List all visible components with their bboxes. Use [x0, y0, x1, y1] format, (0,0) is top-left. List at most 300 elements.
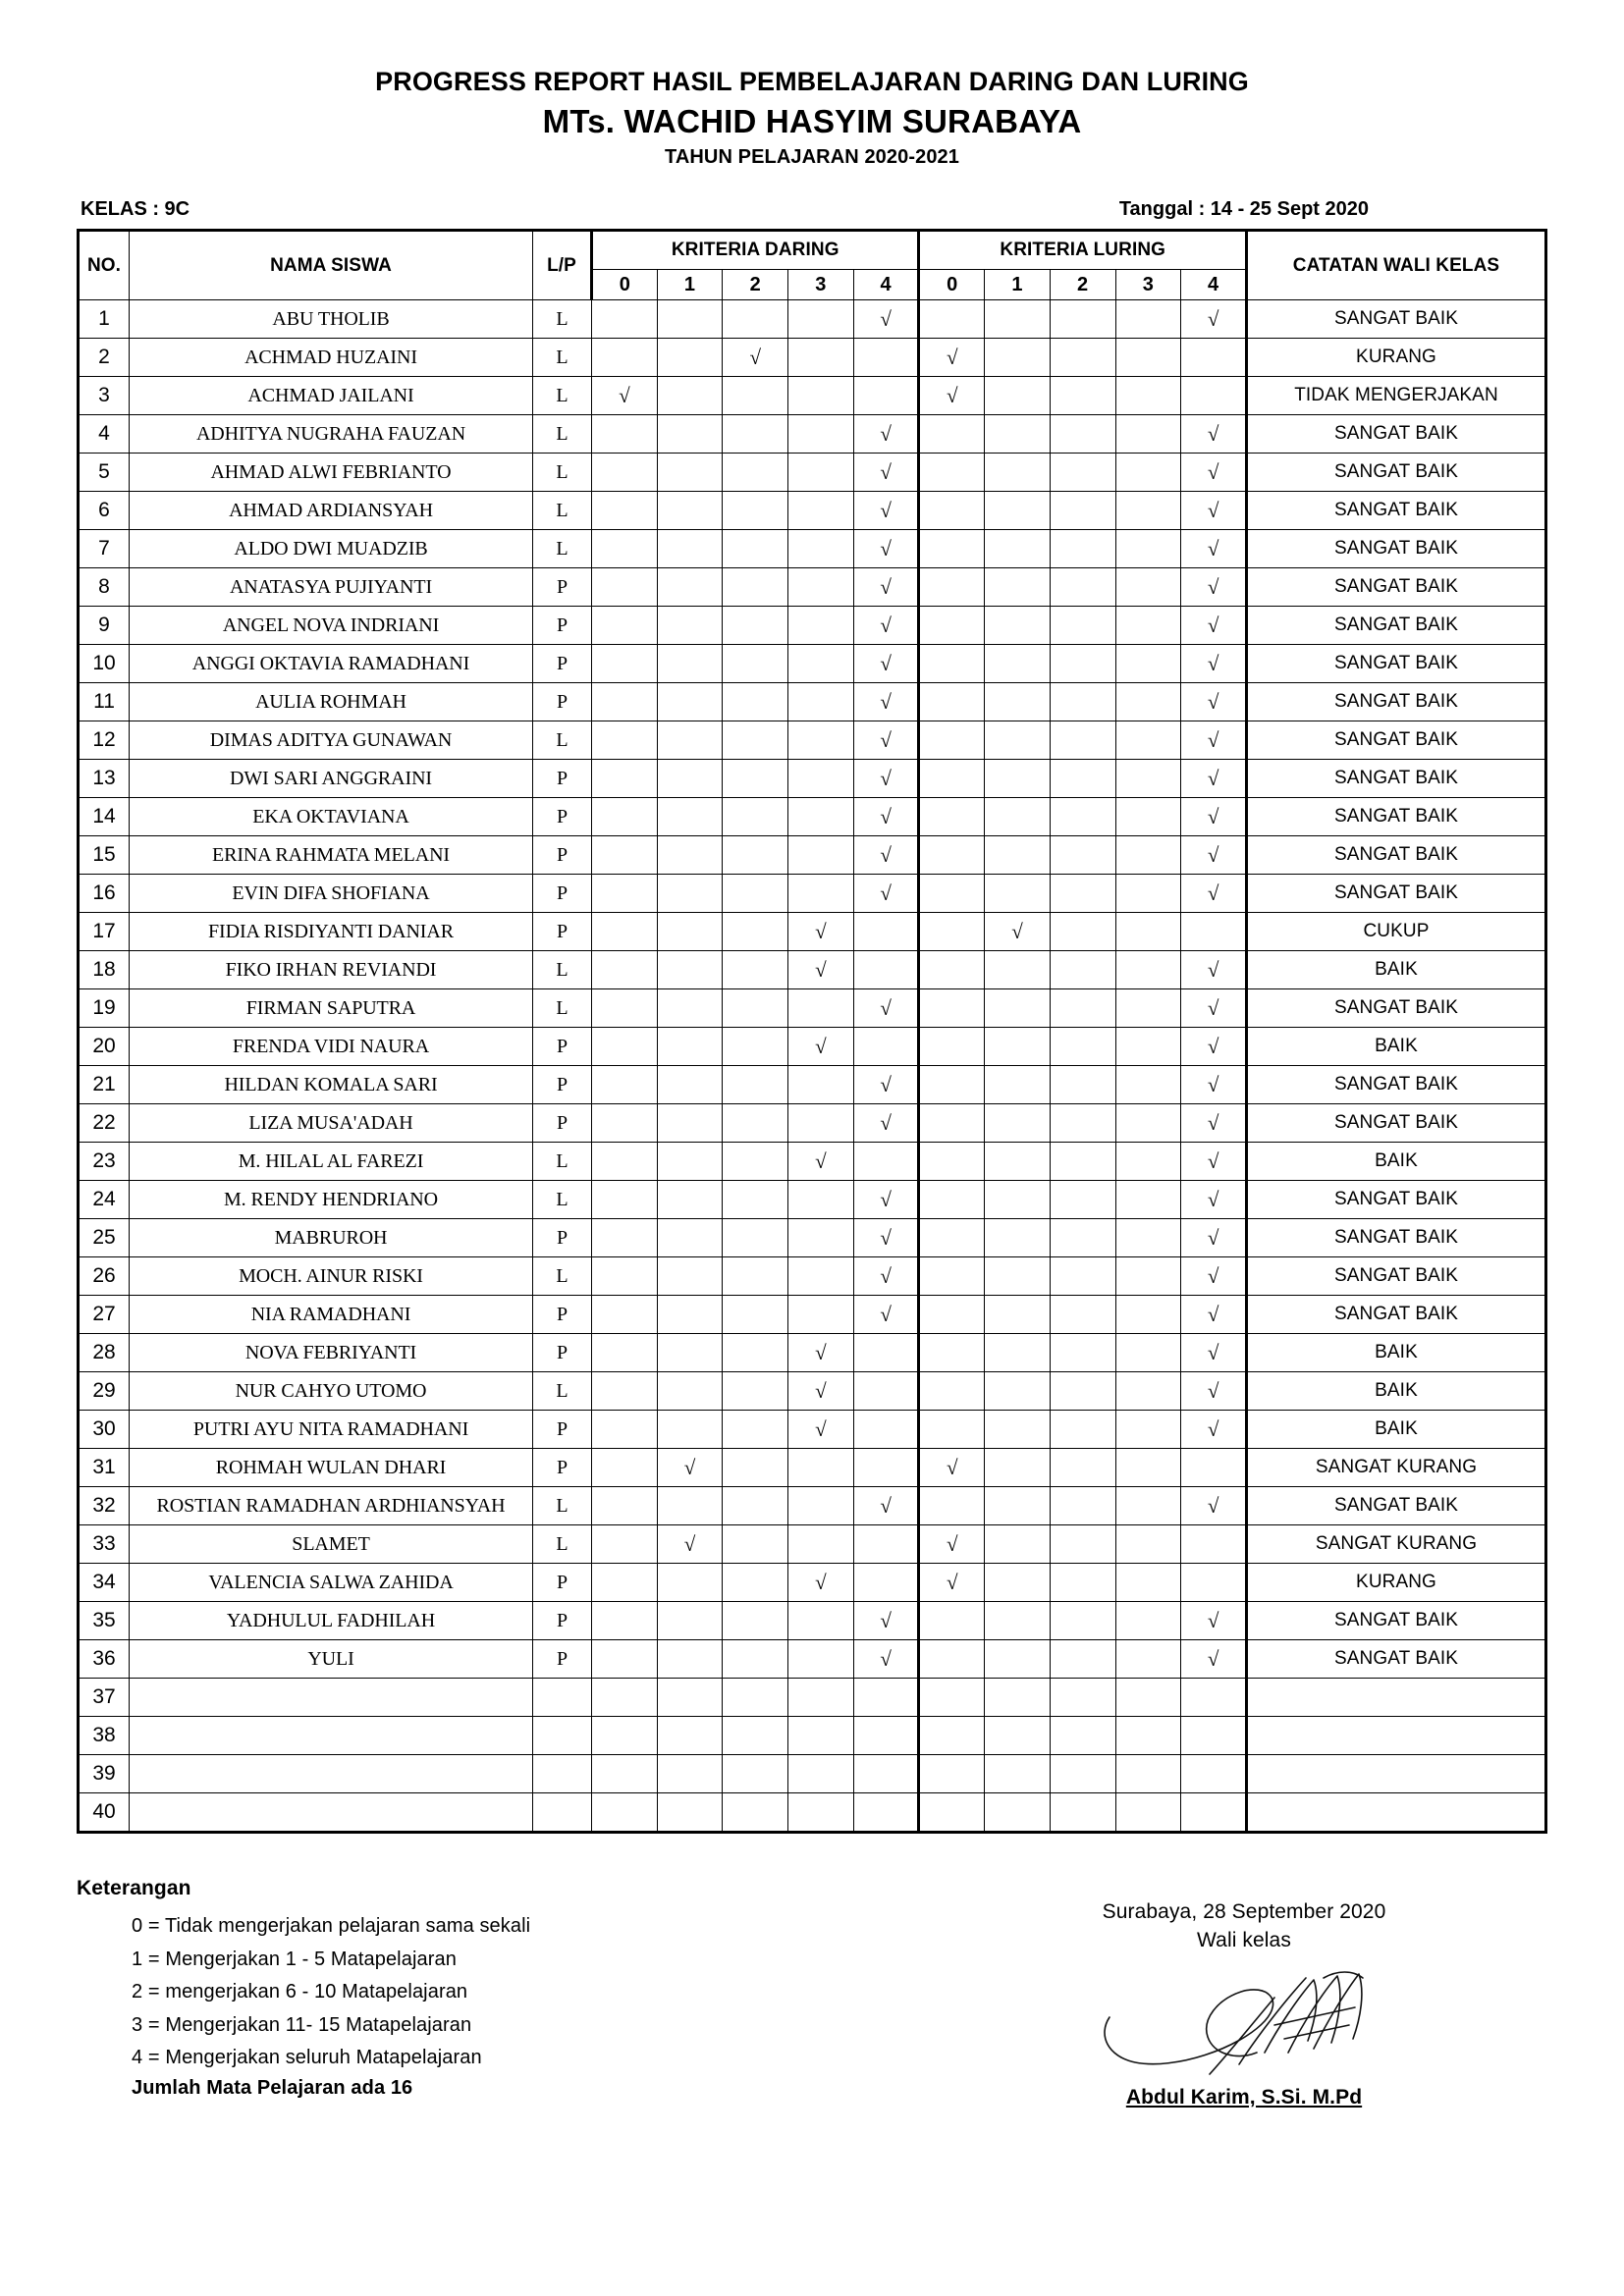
cell-no: 38	[79, 1717, 130, 1755]
cell-luring-3	[1115, 1143, 1181, 1181]
table-row	[79, 1564, 1546, 1602]
cell-luring-2	[1050, 760, 1115, 798]
col-header-kriteria-luring: KRITERIA LURING	[919, 231, 1247, 270]
cell-luring-2	[1050, 1334, 1115, 1372]
cell-no: 9	[79, 607, 130, 645]
cell-daring-0	[592, 1181, 658, 1219]
cell-lp: L	[533, 415, 592, 454]
cell-daring-4	[853, 1372, 919, 1411]
cell-daring-3	[788, 1104, 854, 1143]
cell-nama-siswa: HILDAN KOMALA SARI	[130, 1066, 533, 1104]
cell-daring-3: √	[788, 951, 854, 989]
cell-luring-1	[985, 683, 1051, 721]
cell-luring-4	[1181, 1525, 1247, 1564]
cell-luring-3	[1115, 377, 1181, 415]
class-label: KELAS : 9C	[81, 198, 190, 220]
cell-nama-siswa: DWI SARI ANGGRAINI	[130, 760, 533, 798]
cell-luring-4: √	[1181, 1257, 1247, 1296]
cell-luring-0	[919, 300, 985, 339]
cell-catatan-wali-kelas	[1247, 1679, 1546, 1717]
cell-daring-2: √	[723, 339, 788, 377]
cell-nama-siswa: VALENCIA SALWA ZAHIDA	[130, 1564, 533, 1602]
cell-catatan-wali-kelas: KURANG	[1247, 339, 1546, 377]
cell-daring-3	[788, 1487, 854, 1525]
cell-luring-2	[1050, 1755, 1115, 1793]
cell-luring-1	[985, 300, 1051, 339]
table-row	[79, 1717, 1546, 1755]
cell-no: 34	[79, 1564, 130, 1602]
cell-no: 30	[79, 1411, 130, 1449]
cell-daring-4: √	[853, 454, 919, 492]
cell-no: 40	[79, 1793, 130, 1833]
cell-luring-0	[919, 530, 985, 568]
cell-luring-4: √	[1181, 1602, 1247, 1640]
cell-lp: P	[533, 1296, 592, 1334]
cell-catatan-wali-kelas	[1247, 1755, 1546, 1793]
cell-luring-0	[919, 568, 985, 607]
cell-nama-siswa: FRENDA VIDI NAURA	[130, 1028, 533, 1066]
cell-daring-4	[853, 1564, 919, 1602]
cell-catatan-wali-kelas: SANGAT BAIK	[1247, 683, 1546, 721]
cell-luring-2	[1050, 1602, 1115, 1640]
cell-luring-0: √	[919, 1525, 985, 1564]
cell-luring-1	[985, 1487, 1051, 1525]
cell-daring-3	[788, 989, 854, 1028]
cell-luring-0	[919, 1104, 985, 1143]
cell-daring-0	[592, 1755, 658, 1793]
cell-luring-4	[1181, 1449, 1247, 1487]
cell-luring-1	[985, 951, 1051, 989]
cell-lp: P	[533, 1066, 592, 1104]
cell-luring-1	[985, 836, 1051, 875]
cell-nama-siswa	[130, 1755, 533, 1793]
cell-luring-1	[985, 607, 1051, 645]
col-header-daring-2: 2	[723, 270, 788, 300]
cell-daring-4: √	[853, 1296, 919, 1334]
cell-daring-0	[592, 1564, 658, 1602]
cell-daring-2	[723, 1525, 788, 1564]
cell-luring-4	[1181, 377, 1247, 415]
cell-daring-1	[657, 798, 723, 836]
cell-luring-4: √	[1181, 1143, 1247, 1181]
cell-daring-4	[853, 1449, 919, 1487]
cell-luring-3	[1115, 1296, 1181, 1334]
cell-nama-siswa: DIMAS ADITYA GUNAWAN	[130, 721, 533, 760]
cell-daring-1	[657, 683, 723, 721]
cell-daring-2	[723, 1066, 788, 1104]
table-row	[79, 1602, 1546, 1640]
cell-daring-2	[723, 1755, 788, 1793]
cell-luring-3	[1115, 798, 1181, 836]
cell-no: 15	[79, 836, 130, 875]
cell-daring-2	[723, 1181, 788, 1219]
cell-daring-4: √	[853, 415, 919, 454]
cell-luring-3	[1115, 530, 1181, 568]
cell-no: 25	[79, 1219, 130, 1257]
cell-nama-siswa: YULI	[130, 1640, 533, 1679]
cell-lp: L	[533, 1181, 592, 1219]
cell-no: 13	[79, 760, 130, 798]
cell-luring-2	[1050, 645, 1115, 683]
cell-lp: P	[533, 836, 592, 875]
cell-daring-2	[723, 1257, 788, 1296]
cell-daring-2	[723, 1411, 788, 1449]
table-body	[79, 300, 1546, 1833]
table-row	[79, 875, 1546, 913]
cell-daring-2	[723, 300, 788, 339]
cell-luring-1	[985, 1143, 1051, 1181]
cell-luring-2	[1050, 1143, 1115, 1181]
col-header-lp: L/P	[533, 231, 592, 300]
cell-nama-siswa: NIA RAMADHANI	[130, 1296, 533, 1334]
cell-luring-1	[985, 1679, 1051, 1717]
cell-luring-0: √	[919, 339, 985, 377]
cell-luring-1	[985, 530, 1051, 568]
cell-daring-2	[723, 1028, 788, 1066]
cell-daring-4	[853, 1717, 919, 1755]
cell-luring-0	[919, 1028, 985, 1066]
cell-daring-1	[657, 721, 723, 760]
cell-nama-siswa: M. HILAL AL FAREZI	[130, 1143, 533, 1181]
cell-catatan-wali-kelas: BAIK	[1247, 1334, 1546, 1372]
cell-daring-2	[723, 951, 788, 989]
cell-no: 37	[79, 1679, 130, 1717]
table-row	[79, 1372, 1546, 1411]
cell-daring-0	[592, 300, 658, 339]
table-row	[79, 339, 1546, 377]
cell-daring-0: √	[592, 377, 658, 415]
cell-luring-2	[1050, 1372, 1115, 1411]
date-range-label: Tanggal : 14 - 25 Sept 2020	[1118, 198, 1369, 220]
cell-luring-0	[919, 1257, 985, 1296]
cell-catatan-wali-kelas: SANGAT BAIK	[1247, 568, 1546, 607]
col-header-daring-1: 1	[657, 270, 723, 300]
cell-luring-4: √	[1181, 798, 1247, 836]
cell-daring-3	[788, 798, 854, 836]
cell-luring-3	[1115, 1717, 1181, 1755]
cell-daring-2	[723, 1564, 788, 1602]
cell-daring-3	[788, 1181, 854, 1219]
cell-luring-2	[1050, 454, 1115, 492]
cell-daring-0	[592, 1143, 658, 1181]
cell-daring-4: √	[853, 721, 919, 760]
cell-luring-0	[919, 875, 985, 913]
cell-luring-4: √	[1181, 875, 1247, 913]
cell-catatan-wali-kelas: SANGAT BAIK	[1247, 1066, 1546, 1104]
legend-list	[77, 1910, 960, 2075]
table-row	[79, 1334, 1546, 1372]
cell-daring-3: √	[788, 1411, 854, 1449]
cell-luring-3	[1115, 1525, 1181, 1564]
cell-luring-4: √	[1181, 300, 1247, 339]
handwritten-signature-icon	[1092, 1958, 1396, 2084]
cell-luring-3	[1115, 1679, 1181, 1717]
cell-luring-1	[985, 760, 1051, 798]
cell-luring-4: √	[1181, 1296, 1247, 1334]
table-row	[79, 568, 1546, 607]
cell-daring-2	[723, 875, 788, 913]
col-header-luring-3: 3	[1115, 270, 1181, 300]
cell-luring-3	[1115, 415, 1181, 454]
cell-luring-1	[985, 454, 1051, 492]
cell-daring-1	[657, 1755, 723, 1793]
cell-luring-1	[985, 1640, 1051, 1679]
cell-no: 32	[79, 1487, 130, 1525]
cell-no: 36	[79, 1640, 130, 1679]
cell-daring-3	[788, 1793, 854, 1833]
cell-catatan-wali-kelas: SANGAT BAIK	[1247, 1104, 1546, 1143]
cell-luring-1	[985, 1257, 1051, 1296]
cell-no: 7	[79, 530, 130, 568]
cell-daring-1	[657, 1219, 723, 1257]
cell-no: 21	[79, 1066, 130, 1104]
cell-nama-siswa: ERINA RAHMATA MELANI	[130, 836, 533, 875]
report-footer	[77, 1877, 1547, 2109]
cell-luring-1	[985, 568, 1051, 607]
cell-luring-4: √	[1181, 760, 1247, 798]
cell-luring-1	[985, 1104, 1051, 1143]
cell-no: 29	[79, 1372, 130, 1411]
cell-daring-0	[592, 683, 658, 721]
cell-luring-0	[919, 836, 985, 875]
cell-luring-3	[1115, 1449, 1181, 1487]
cell-luring-1	[985, 645, 1051, 683]
cell-daring-4: √	[853, 1104, 919, 1143]
cell-luring-3	[1115, 300, 1181, 339]
cell-luring-0	[919, 913, 985, 951]
cell-daring-3	[788, 1525, 854, 1564]
cell-catatan-wali-kelas: SANGAT BAIK	[1247, 1640, 1546, 1679]
cell-luring-2	[1050, 415, 1115, 454]
cell-lp: P	[533, 1564, 592, 1602]
cell-daring-2	[723, 913, 788, 951]
cell-no: 33	[79, 1525, 130, 1564]
col-header-catatan: CATATAN WALI KELAS	[1247, 231, 1546, 300]
cell-daring-1	[657, 1793, 723, 1833]
cell-nama-siswa: ANGEL NOVA INDRIANI	[130, 607, 533, 645]
cell-daring-1	[657, 607, 723, 645]
cell-catatan-wali-kelas	[1247, 1717, 1546, 1755]
cell-lp: L	[533, 1143, 592, 1181]
cell-no: 19	[79, 989, 130, 1028]
cell-luring-3	[1115, 1104, 1181, 1143]
cell-luring-0	[919, 1143, 985, 1181]
cell-no: 14	[79, 798, 130, 836]
cell-nama-siswa: ROSTIAN RAMADHAN ARDHIANSYAH	[130, 1487, 533, 1525]
cell-nama-siswa: ACHMAD HUZAINI	[130, 339, 533, 377]
cell-luring-1	[985, 1525, 1051, 1564]
cell-luring-4: √	[1181, 1181, 1247, 1219]
cell-luring-3	[1115, 1066, 1181, 1104]
cell-luring-4: √	[1181, 568, 1247, 607]
cell-daring-0	[592, 913, 658, 951]
cell-daring-3	[788, 1449, 854, 1487]
cell-daring-0	[592, 1296, 658, 1334]
table-row	[79, 645, 1546, 683]
cell-catatan-wali-kelas: SANGAT BAIK	[1247, 1181, 1546, 1219]
cell-luring-2	[1050, 377, 1115, 415]
cell-daring-0	[592, 989, 658, 1028]
cell-catatan-wali-kelas: SANGAT BAIK	[1247, 454, 1546, 492]
cell-luring-0	[919, 1411, 985, 1449]
cell-daring-3	[788, 1257, 854, 1296]
cell-daring-1	[657, 377, 723, 415]
cell-daring-1	[657, 1372, 723, 1411]
cell-luring-4: √	[1181, 1028, 1247, 1066]
cell-catatan-wali-kelas: CUKUP	[1247, 913, 1546, 951]
signature-block	[960, 1877, 1547, 2109]
table-row	[79, 1755, 1546, 1793]
cell-daring-1	[657, 1296, 723, 1334]
cell-lp: L	[533, 300, 592, 339]
cell-luring-2	[1050, 1564, 1115, 1602]
table-row	[79, 1028, 1546, 1066]
cell-luring-3	[1115, 568, 1181, 607]
table-row	[79, 607, 1546, 645]
cell-daring-0	[592, 875, 658, 913]
cell-nama-siswa: ABU THOLIB	[130, 300, 533, 339]
cell-luring-0: √	[919, 1564, 985, 1602]
cell-daring-3	[788, 1219, 854, 1257]
cell-daring-3	[788, 1717, 854, 1755]
cell-luring-4: √	[1181, 607, 1247, 645]
cell-luring-0	[919, 721, 985, 760]
cell-luring-3	[1115, 1602, 1181, 1640]
cell-no: 26	[79, 1257, 130, 1296]
cell-luring-2	[1050, 568, 1115, 607]
cell-daring-1	[657, 1717, 723, 1755]
cell-daring-2	[723, 530, 788, 568]
cell-daring-0	[592, 1449, 658, 1487]
cell-luring-1	[985, 1219, 1051, 1257]
cell-daring-4: √	[853, 645, 919, 683]
cell-luring-4: √	[1181, 1104, 1247, 1143]
cell-luring-4	[1181, 1717, 1247, 1755]
cell-daring-2	[723, 1487, 788, 1525]
cell-lp: L	[533, 721, 592, 760]
cell-luring-0	[919, 989, 985, 1028]
cell-daring-1	[657, 913, 723, 951]
cell-daring-4: √	[853, 300, 919, 339]
cell-daring-1	[657, 530, 723, 568]
cell-nama-siswa: SLAMET	[130, 1525, 533, 1564]
cell-daring-0	[592, 1793, 658, 1833]
cell-lp: L	[533, 1525, 592, 1564]
cell-no: 6	[79, 492, 130, 530]
table-row	[79, 530, 1546, 568]
cell-daring-4	[853, 1679, 919, 1717]
cell-luring-0	[919, 798, 985, 836]
cell-nama-siswa: YADHULUL FADHILAH	[130, 1602, 533, 1640]
cell-luring-4: √	[1181, 1411, 1247, 1449]
cell-daring-3: √	[788, 1372, 854, 1411]
cell-daring-0	[592, 492, 658, 530]
cell-daring-3	[788, 1679, 854, 1717]
cell-lp: L	[533, 377, 592, 415]
cell-daring-1	[657, 645, 723, 683]
cell-catatan-wali-kelas: SANGAT KURANG	[1247, 1525, 1546, 1564]
cell-no: 24	[79, 1181, 130, 1219]
cell-luring-1	[985, 1066, 1051, 1104]
cell-luring-2	[1050, 1525, 1115, 1564]
cell-catatan-wali-kelas: SANGAT BAIK	[1247, 1602, 1546, 1640]
legend-item: 4 = Mengerjakan seluruh Matapelajaran	[132, 2047, 482, 2069]
cell-luring-4: √	[1181, 454, 1247, 492]
cell-luring-3	[1115, 1181, 1181, 1219]
cell-nama-siswa: AHMAD ALWI FEBRIANTO	[130, 454, 533, 492]
cell-catatan-wali-kelas: BAIK	[1247, 951, 1546, 989]
table-row	[79, 1679, 1546, 1717]
cell-luring-3	[1115, 1219, 1181, 1257]
cell-daring-4	[853, 377, 919, 415]
cell-daring-2	[723, 798, 788, 836]
legend-heading: Keterangan	[77, 1877, 191, 1899]
cell-luring-0	[919, 1181, 985, 1219]
cell-luring-0	[919, 683, 985, 721]
cell-luring-4: √	[1181, 1640, 1247, 1679]
cell-daring-2	[723, 760, 788, 798]
cell-daring-3	[788, 530, 854, 568]
cell-luring-1	[985, 377, 1051, 415]
cell-daring-4	[853, 1028, 919, 1066]
cell-luring-1	[985, 798, 1051, 836]
cell-luring-1	[985, 721, 1051, 760]
cell-daring-2	[723, 1296, 788, 1334]
cell-luring-4	[1181, 1679, 1247, 1717]
cell-luring-1: √	[985, 913, 1051, 951]
cell-daring-0	[592, 1028, 658, 1066]
cell-daring-1	[657, 1411, 723, 1449]
cell-nama-siswa: AHMAD ARDIANSYAH	[130, 492, 533, 530]
table-row	[79, 1257, 1546, 1296]
cell-luring-4: √	[1181, 989, 1247, 1028]
cell-catatan-wali-kelas: SANGAT BAIK	[1247, 300, 1546, 339]
table-row	[79, 454, 1546, 492]
cell-daring-3: √	[788, 913, 854, 951]
cell-luring-0	[919, 1640, 985, 1679]
cell-luring-4: √	[1181, 721, 1247, 760]
cell-daring-1	[657, 339, 723, 377]
cell-daring-1	[657, 1334, 723, 1372]
cell-no: 3	[79, 377, 130, 415]
cell-catatan-wali-kelas: SANGAT BAIK	[1247, 1487, 1546, 1525]
cell-daring-0	[592, 1066, 658, 1104]
cell-luring-0	[919, 760, 985, 798]
cell-no: 17	[79, 913, 130, 951]
cell-daring-4: √	[853, 1487, 919, 1525]
cell-daring-1	[657, 1257, 723, 1296]
cell-luring-0	[919, 1066, 985, 1104]
cell-luring-2	[1050, 836, 1115, 875]
cell-daring-4: √	[853, 989, 919, 1028]
cell-no: 11	[79, 683, 130, 721]
col-header-daring-3: 3	[788, 270, 854, 300]
cell-luring-4	[1181, 1755, 1247, 1793]
cell-nama-siswa: ACHMAD JAILANI	[130, 377, 533, 415]
cell-daring-0	[592, 798, 658, 836]
table-row	[79, 1181, 1546, 1219]
cell-daring-3	[788, 1066, 854, 1104]
cell-daring-0	[592, 454, 658, 492]
col-header-luring-1: 1	[985, 270, 1051, 300]
cell-catatan-wali-kelas	[1247, 1793, 1546, 1833]
cell-daring-0	[592, 339, 658, 377]
cell-lp: L	[533, 989, 592, 1028]
cell-nama-siswa: ANATASYA PUJIYANTI	[130, 568, 533, 607]
cell-nama-siswa: LIZA MUSA'ADAH	[130, 1104, 533, 1143]
cell-daring-1	[657, 492, 723, 530]
table-row	[79, 1525, 1546, 1564]
